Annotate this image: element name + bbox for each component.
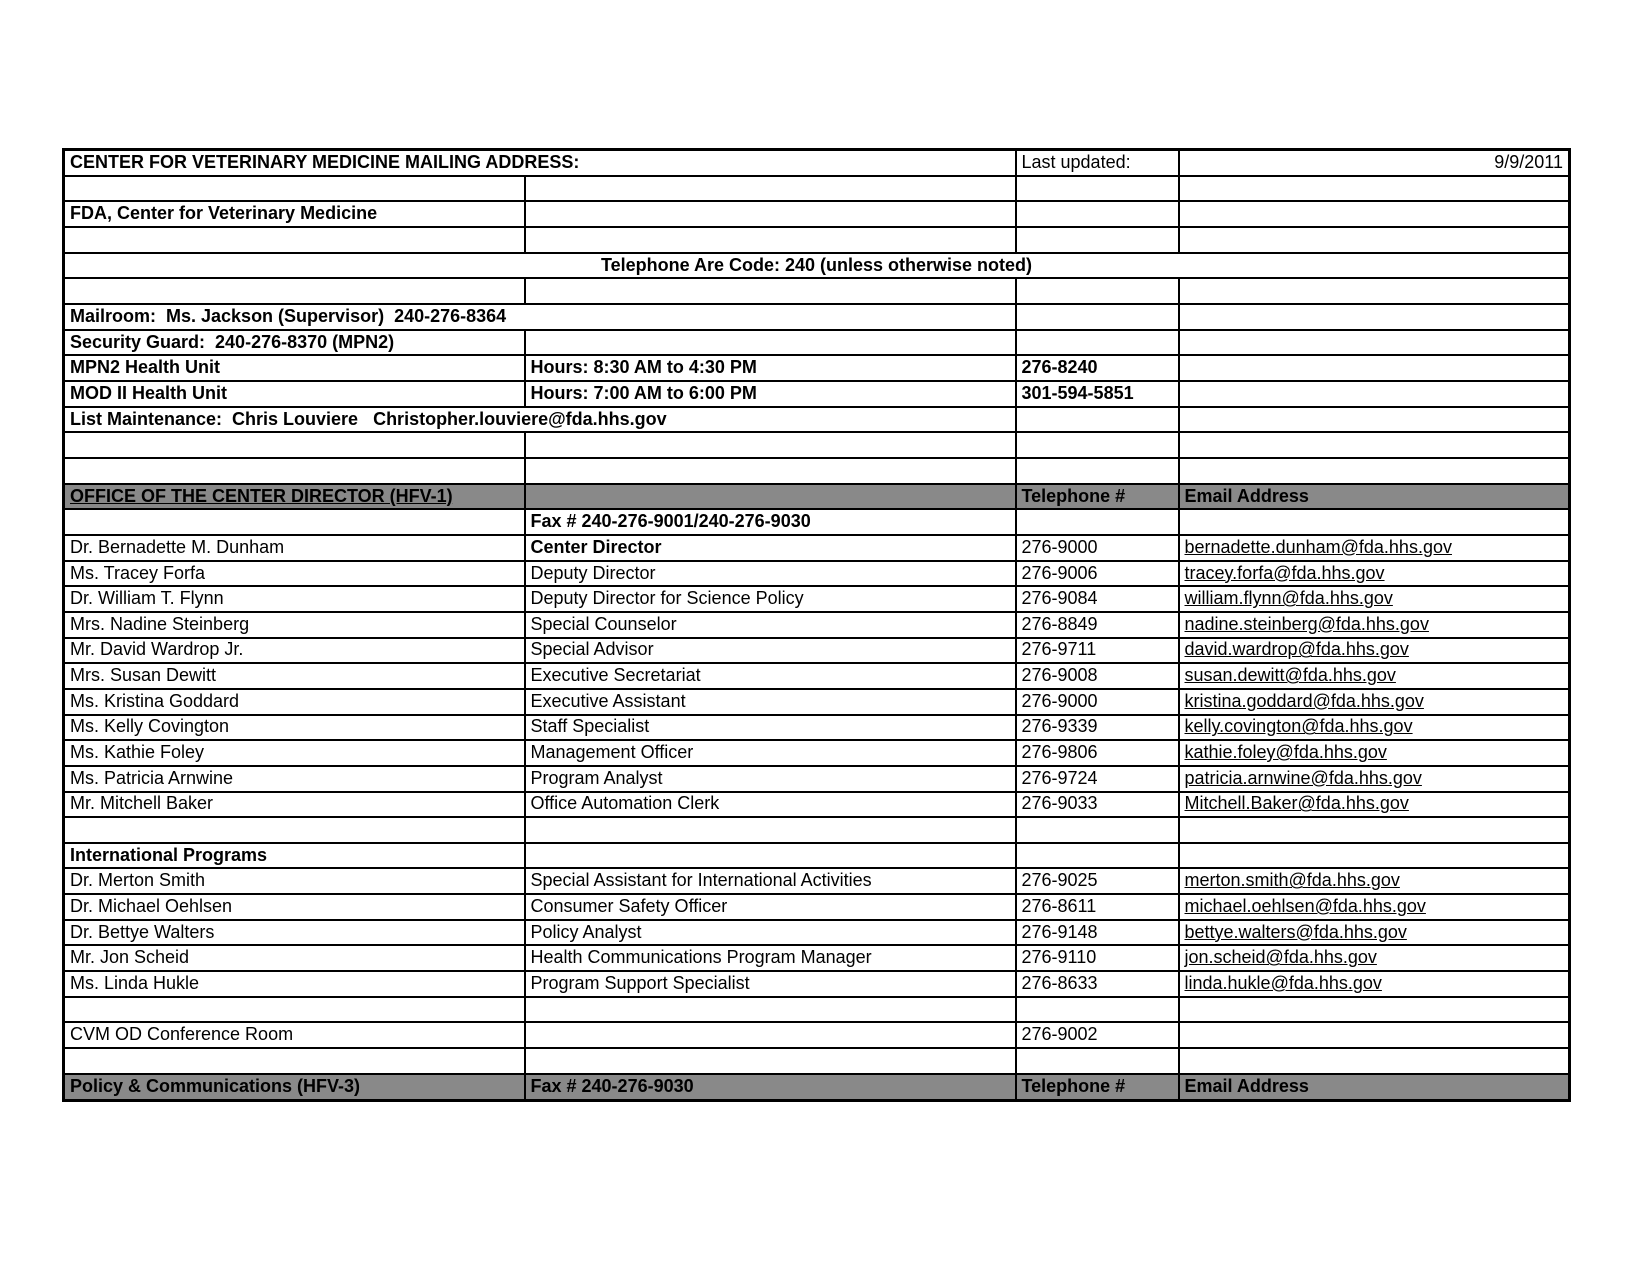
empty-cell xyxy=(64,997,525,1023)
empty-cell xyxy=(64,227,525,253)
empty-cell xyxy=(1179,201,1570,227)
person-name: Ms. Linda Hukle xyxy=(64,971,525,997)
empty-cell xyxy=(525,176,1016,202)
document-title: CENTER FOR VETERINARY MEDICINE MAILING ADDRESS: xyxy=(64,150,1016,176)
empty-cell xyxy=(1179,176,1570,202)
empty-cell xyxy=(1179,1022,1570,1048)
last-updated-label: Last updated: xyxy=(1016,150,1179,176)
phone-number: 276-9033 xyxy=(1016,792,1179,818)
empty-cell xyxy=(64,432,525,458)
table-row xyxy=(64,227,1570,253)
table-row xyxy=(64,278,1570,304)
empty-cell xyxy=(1179,997,1570,1023)
empty-cell xyxy=(1016,817,1179,843)
person-title: Staff Specialist xyxy=(525,715,1016,741)
empty-cell xyxy=(525,1022,1016,1048)
empty-cell xyxy=(1179,458,1570,484)
empty-cell xyxy=(64,278,525,304)
empty-cell xyxy=(525,997,1016,1023)
empty-cell xyxy=(1179,509,1570,535)
phone-number: 276-9008 xyxy=(1016,663,1179,689)
person-name: Mr. David Wardrop Jr. xyxy=(64,638,525,664)
phone-number: 276-8240 xyxy=(1016,355,1179,381)
unit-hours: Hours: 8:30 AM to 4:30 PM xyxy=(525,355,1016,381)
table-row xyxy=(64,330,1570,356)
empty-cell xyxy=(525,458,1016,484)
person-title: Executive Assistant xyxy=(525,689,1016,715)
person-name: Dr. Merton Smith xyxy=(64,868,525,894)
table-row xyxy=(64,689,1570,715)
table-row xyxy=(64,407,1570,433)
empty-cell xyxy=(1016,843,1179,869)
empty-cell xyxy=(1016,227,1179,253)
table-row xyxy=(64,663,1570,689)
empty-cell xyxy=(1016,407,1179,433)
person-title: Special Assistant for International Activities xyxy=(525,868,1016,894)
table-row xyxy=(64,920,1570,946)
phone-number: 276-9711 xyxy=(1016,638,1179,664)
email-link[interactable]: michael.oehlsen@fda.hhs.gov xyxy=(1179,894,1570,920)
email-link[interactable]: patricia.arnwine@fda.hhs.gov xyxy=(1179,766,1570,792)
phone-number: 276-9110 xyxy=(1016,945,1179,971)
table-row xyxy=(64,792,1570,818)
person-name: Dr. Michael Oehlsen xyxy=(64,894,525,920)
table-row xyxy=(64,894,1570,920)
unit-name: MPN2 Health Unit xyxy=(64,355,525,381)
empty-cell xyxy=(1016,201,1179,227)
table-row xyxy=(64,509,1570,535)
unit-name: MOD II Health Unit xyxy=(64,381,525,407)
empty-cell xyxy=(525,227,1016,253)
empty-cell xyxy=(1179,1048,1570,1074)
org-name: FDA, Center for Veterinary Medicine xyxy=(64,201,525,227)
table-row xyxy=(64,997,1570,1023)
room-name: CVM OD Conference Room xyxy=(64,1022,525,1048)
person-name: Mr. Mitchell Baker xyxy=(64,792,525,818)
unit-hours: Hours: 7:00 AM to 6:00 PM xyxy=(525,381,1016,407)
table-row xyxy=(64,817,1570,843)
empty-cell xyxy=(1016,278,1179,304)
fax-number: Fax # 240-276-9001/240-276-9030 xyxy=(525,509,1016,535)
email-link[interactable]: kristina.goddard@fda.hhs.gov xyxy=(1179,689,1570,715)
table-row xyxy=(64,766,1570,792)
empty-cell xyxy=(1179,304,1570,330)
person-name: Dr. William T. Flynn xyxy=(64,586,525,612)
person-name: Ms. Kristina Goddard xyxy=(64,689,525,715)
table-row xyxy=(64,381,1570,407)
email-link[interactable]: jon.scheid@fda.hhs.gov xyxy=(1179,945,1570,971)
table-row xyxy=(64,971,1570,997)
empty-cell xyxy=(64,509,525,535)
person-name: Ms. Tracey Forfa xyxy=(64,561,525,587)
email-link[interactable]: bernadette.dunham@fda.hhs.gov xyxy=(1179,535,1570,561)
phone-number: 276-8611 xyxy=(1016,894,1179,920)
empty-cell xyxy=(1179,817,1570,843)
person-name: Ms. Patricia Arnwine xyxy=(64,766,525,792)
table-row xyxy=(64,304,1570,330)
empty-cell xyxy=(525,843,1016,869)
person-title: Special Advisor xyxy=(525,638,1016,664)
table-row xyxy=(64,535,1570,561)
phone-number: 276-9806 xyxy=(1016,740,1179,766)
fax-number: Fax # 240-276-9030 xyxy=(525,1074,1016,1101)
table-row xyxy=(64,612,1570,638)
phone-number: 276-8849 xyxy=(1016,612,1179,638)
phone-number: 276-9148 xyxy=(1016,920,1179,946)
empty-cell xyxy=(1179,227,1570,253)
phone-number: 276-9002 xyxy=(1016,1022,1179,1048)
person-name: Dr. Bettye Walters xyxy=(64,920,525,946)
table-row xyxy=(64,843,1570,869)
person-title: Health Communications Program Manager xyxy=(525,945,1016,971)
email-link[interactable]: nadine.steinberg@fda.hhs.gov xyxy=(1179,612,1570,638)
column-header-email: Email Address xyxy=(1179,484,1570,510)
empty-cell xyxy=(1016,458,1179,484)
person-title: Management Officer xyxy=(525,740,1016,766)
table-row xyxy=(64,561,1570,587)
phone-number: 276-9084 xyxy=(1016,586,1179,612)
person-title: Special Counselor xyxy=(525,612,1016,638)
table-body xyxy=(64,150,1570,1101)
person-title: Office Automation Clerk xyxy=(525,792,1016,818)
column-header-telephone: Telephone # xyxy=(1016,484,1179,510)
person-title: Deputy Director for Science Policy xyxy=(525,586,1016,612)
section-header: Policy & Communications (HFV-3) xyxy=(64,1074,525,1101)
empty-cell xyxy=(64,176,525,202)
table-row xyxy=(64,1048,1570,1074)
email-link[interactable]: tracey.forfa@fda.hhs.gov xyxy=(1179,561,1570,587)
phone-number: 276-9000 xyxy=(1016,535,1179,561)
email-link[interactable]: kelly.covington@fda.hhs.gov xyxy=(1179,715,1570,741)
table-row xyxy=(64,638,1570,664)
person-name: Mrs. Susan Dewitt xyxy=(64,663,525,689)
column-header-telephone: Telephone # xyxy=(1016,1074,1179,1101)
phone-number: 301-594-5851 xyxy=(1016,381,1179,407)
empty-cell xyxy=(1016,304,1179,330)
table-row xyxy=(64,740,1570,766)
table-row xyxy=(64,1074,1570,1101)
empty-cell xyxy=(525,1048,1016,1074)
empty-cell xyxy=(525,201,1016,227)
table-row xyxy=(64,868,1570,894)
empty-cell xyxy=(525,484,1016,510)
empty-cell xyxy=(1016,330,1179,356)
empty-cell xyxy=(64,1048,525,1074)
empty-cell xyxy=(1179,407,1570,433)
area-code-notice: Telephone Are Code: 240 (unless otherwise noted) xyxy=(64,253,1570,279)
empty-cell xyxy=(1016,432,1179,458)
empty-cell xyxy=(1016,176,1179,202)
person-name: Ms. Kelly Covington xyxy=(64,715,525,741)
phone-number: 276-9724 xyxy=(1016,766,1179,792)
person-title: Policy Analyst xyxy=(525,920,1016,946)
empty-cell xyxy=(1179,330,1570,356)
email-link[interactable]: bettye.walters@fda.hhs.gov xyxy=(1179,920,1570,946)
empty-cell xyxy=(64,817,525,843)
person-title: Consumer Safety Officer xyxy=(525,894,1016,920)
phone-number: 276-9339 xyxy=(1016,715,1179,741)
table-row xyxy=(64,253,1570,279)
person-name: Mr. Jon Scheid xyxy=(64,945,525,971)
email-link[interactable]: Mitchell.Baker@fda.hhs.gov xyxy=(1179,792,1570,818)
email-link[interactable]: linda.hukle@fda.hhs.gov xyxy=(1179,971,1570,997)
email-link[interactable]: merton.smith@fda.hhs.gov xyxy=(1179,868,1570,894)
phone-number: 276-9006 xyxy=(1016,561,1179,587)
person-name: Ms. Kathie Foley xyxy=(64,740,525,766)
table-row xyxy=(64,715,1570,741)
email-link[interactable]: susan.dewitt@fda.hhs.gov xyxy=(1179,663,1570,689)
phone-number: 276-9000 xyxy=(1016,689,1179,715)
phone-number: 276-9025 xyxy=(1016,868,1179,894)
empty-cell xyxy=(525,817,1016,843)
person-title: Program Support Specialist xyxy=(525,971,1016,997)
table-row xyxy=(64,432,1570,458)
section-header: OFFICE OF THE CENTER DIRECTOR (HFV-1) xyxy=(64,484,525,510)
subsection-header: International Programs xyxy=(64,843,525,869)
empty-cell xyxy=(1179,843,1570,869)
empty-cell xyxy=(1179,278,1570,304)
table-row xyxy=(64,1022,1570,1048)
last-updated-date: 9/9/2011 xyxy=(1179,150,1570,176)
person-title: Program Analyst xyxy=(525,766,1016,792)
empty-cell xyxy=(525,330,1016,356)
email-link[interactable]: david.wardrop@fda.hhs.gov xyxy=(1179,638,1570,664)
phone-number: 276-8633 xyxy=(1016,971,1179,997)
table-row xyxy=(64,150,1570,176)
table-row xyxy=(64,176,1570,202)
empty-cell xyxy=(525,278,1016,304)
table-row xyxy=(64,586,1570,612)
list-maintenance-info: List Maintenance: Chris Louviere Christopher.louviere@fda.hhs.gov xyxy=(64,407,1016,433)
mailing-address-table xyxy=(62,148,1571,1102)
table-row xyxy=(64,201,1570,227)
empty-cell xyxy=(1179,355,1570,381)
empty-cell xyxy=(1179,381,1570,407)
person-title: Center Director xyxy=(525,535,1016,561)
empty-cell xyxy=(525,432,1016,458)
column-header-email: Email Address xyxy=(1179,1074,1570,1101)
person-title: Deputy Director xyxy=(525,561,1016,587)
empty-cell xyxy=(1179,432,1570,458)
person-name: Mrs. Nadine Steinberg xyxy=(64,612,525,638)
person-title: Executive Secretariat xyxy=(525,663,1016,689)
email-link[interactable]: kathie.foley@fda.hhs.gov xyxy=(1179,740,1570,766)
table-row xyxy=(64,458,1570,484)
table-row xyxy=(64,355,1570,381)
table-row xyxy=(64,484,1570,510)
empty-cell xyxy=(1016,1048,1179,1074)
person-name: Dr. Bernadette M. Dunham xyxy=(64,535,525,561)
security-guard-info: Security Guard: 240-276-8370 (MPN2) xyxy=(64,330,525,356)
empty-cell xyxy=(1016,509,1179,535)
empty-cell xyxy=(1016,997,1179,1023)
mailroom-info: Mailroom: Ms. Jackson (Supervisor) 240-276-8364 xyxy=(64,304,1016,330)
empty-cell xyxy=(64,458,525,484)
table-row xyxy=(64,945,1570,971)
email-link[interactable]: william.flynn@fda.hhs.gov xyxy=(1179,586,1570,612)
